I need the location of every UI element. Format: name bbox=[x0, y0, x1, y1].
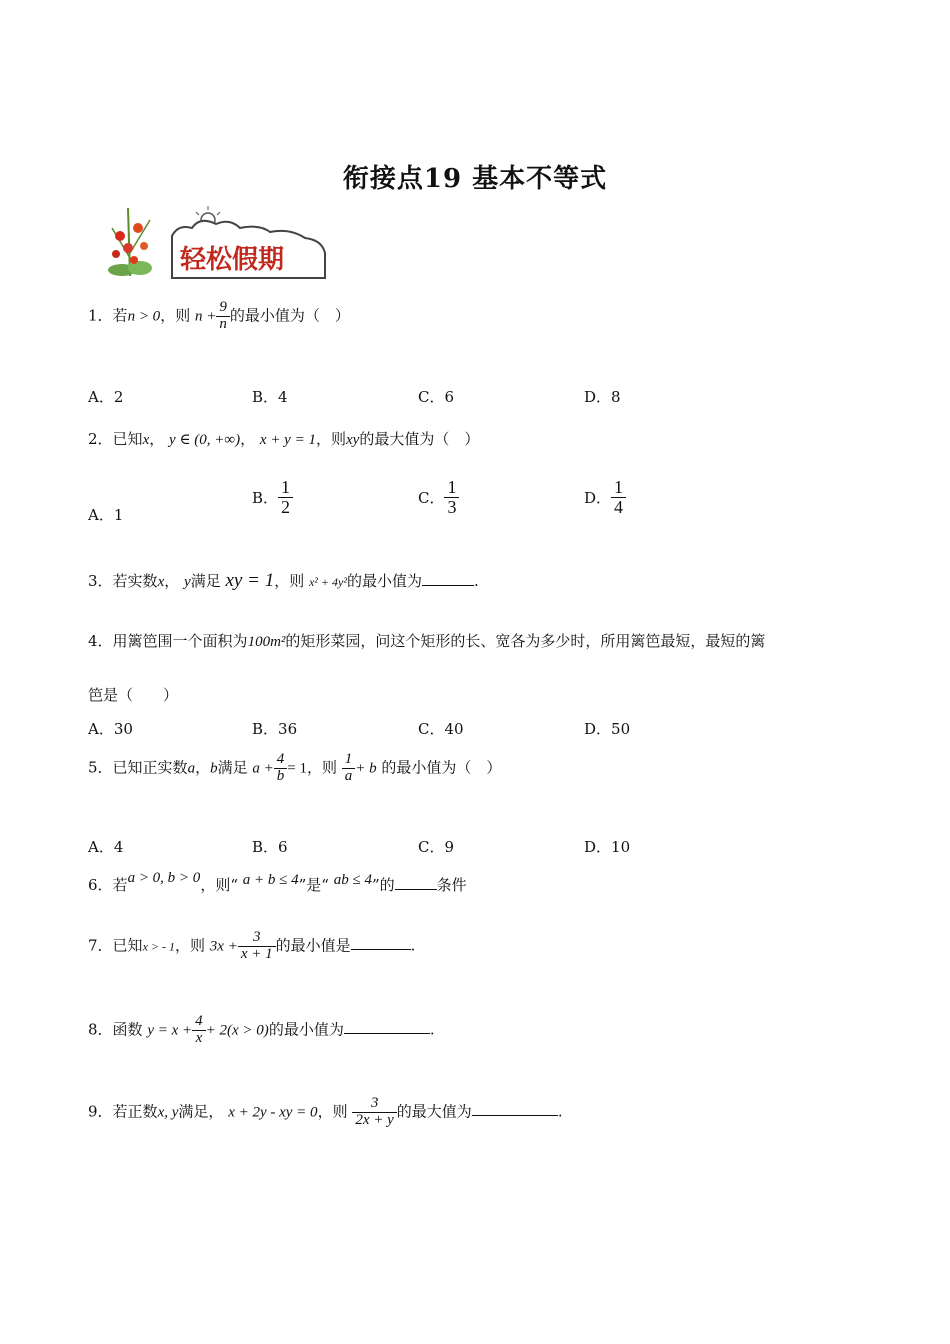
answer-blank[interactable] bbox=[351, 949, 411, 950]
question-7: 7．已知x > - 1，则 3x + $\frac{3}{x + 1}$ 的最小值是 . bbox=[88, 929, 416, 962]
option-d: D．10 bbox=[584, 838, 631, 856]
fraction: $\frac{9}{n}$ bbox=[216, 300, 230, 333]
option-c: C．6 bbox=[418, 388, 455, 406]
option-b: B．6 bbox=[252, 838, 288, 856]
question-4: 4．用篱笆围一个面积为100m²的矩形菜园，问这个矩形的长、宽各为多少时，所用篱笆最短，最短的篱 bbox=[88, 632, 766, 650]
question-8: 8．函数 y = x + $\frac{4}{x}$ + 2(x > 0)的最小值为 . bbox=[88, 1013, 435, 1046]
option-d: D．8 bbox=[584, 388, 621, 406]
option-c: C．40 bbox=[418, 720, 464, 738]
question-5: 5．已知正实数a，b满足 a + $\frac{4}{b}$ = 1，则 $\frac{1}{a}$ + b 的最小值为（ ） bbox=[88, 751, 502, 784]
question-1: 1．若n > 0，则 n + $\frac{9}{n}$ 的最小值为（ ） bbox=[88, 299, 350, 332]
option-a: A．1 bbox=[88, 506, 124, 524]
question-6: 6．若a > 0, b > 0，则“ a + b ≤ 4”是“ ab ≤ 4”的 条件 bbox=[88, 870, 467, 894]
question-4-line-2: 笆是（ ） bbox=[88, 686, 179, 704]
option-d: D．50 bbox=[584, 720, 631, 738]
page-title: 衔接点19 基本不等式 bbox=[342, 164, 608, 194]
option-b: B．36 bbox=[252, 720, 298, 738]
option-b: B． $\frac{1}{2}$ bbox=[252, 478, 293, 517]
option-a: A．30 bbox=[88, 720, 133, 738]
answer-blank[interactable] bbox=[422, 585, 474, 586]
option-c: C．9 bbox=[418, 838, 455, 856]
logo-text: 轻松假期 bbox=[180, 245, 285, 275]
answer-blank[interactable] bbox=[395, 889, 437, 890]
option-d: D． $\frac{1}{4}$ bbox=[584, 478, 626, 517]
option-a: A．2 bbox=[88, 388, 124, 406]
option-a: A．4 bbox=[88, 838, 124, 856]
question-9: 9．若正数x, y满足， x + 2y - xy = 0，则 $\frac{3}{2x + y}$ 的最大值为 . bbox=[88, 1095, 563, 1128]
question-2: 2．已知x， y ∈ (0, +∞)， x + y = 1，则xy的最大值为（ ） bbox=[88, 430, 480, 448]
option-b: B．4 bbox=[252, 388, 288, 406]
option-c: C． $\frac{1}{3}$ bbox=[418, 478, 459, 517]
answer-blank[interactable] bbox=[472, 1115, 558, 1116]
question-3: 3．若实数x， y满足 xy = 1，则 x² + 4y²的最小值为 . bbox=[88, 570, 479, 591]
flower-icon bbox=[108, 208, 152, 276]
holiday-logo bbox=[100, 198, 330, 280]
answer-blank[interactable] bbox=[344, 1033, 430, 1034]
